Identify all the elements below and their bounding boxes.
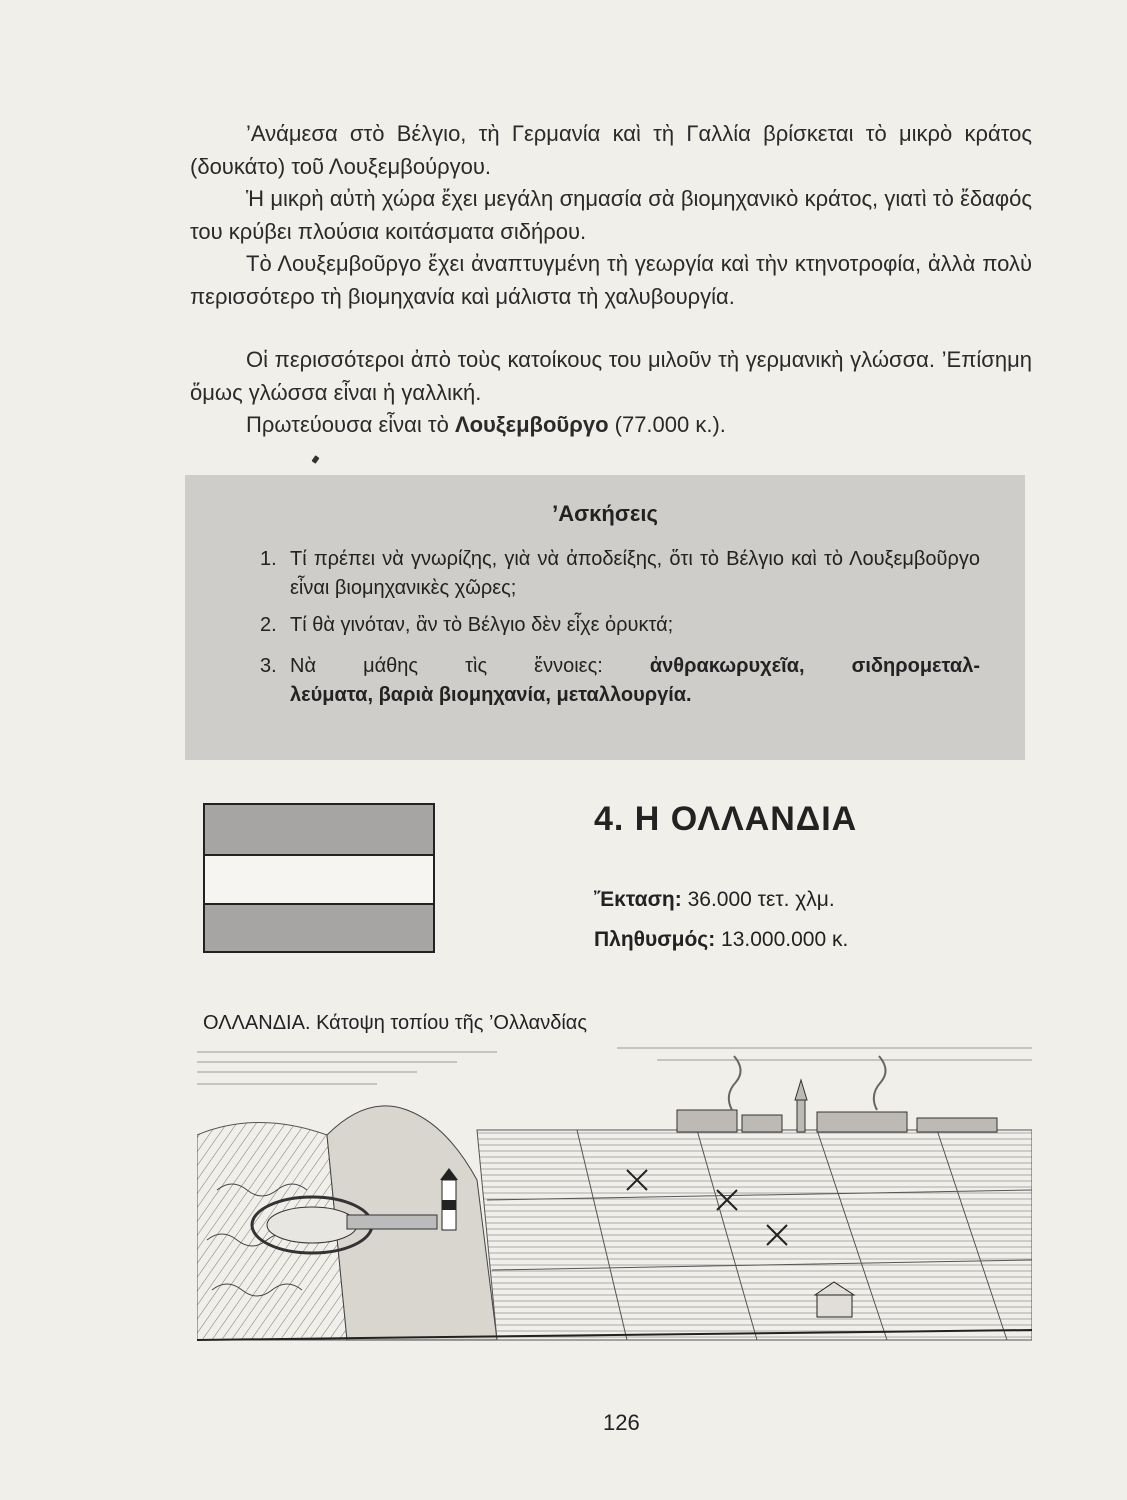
paragraph-text: ’Ανάμεσα στὸ Βέλγιο, τὴ Γερμανία καὶ τὴ Γαλλία βρίσκεται τὸ μικρὸ κράτος (δουκάτο) τοῦ Λουξεμβούργου. (190, 121, 1032, 179)
lighthouse (440, 1168, 458, 1230)
area-stat (594, 888, 835, 912)
flag-stripe-bottom (205, 905, 433, 951)
netherlands-landscape-illustration (197, 1040, 1032, 1350)
paragraph-language (190, 344, 1032, 409)
exercise-text (290, 652, 980, 710)
paragraph-importance (190, 183, 1032, 248)
population-label: Πληθυσμός: (594, 928, 716, 951)
exercise-item-1 (260, 545, 980, 605)
capital-name: Λουξεμβοῦργο (454, 412, 609, 437)
paragraph-text: Οἱ περισσότεροι ἀπὸ τοὺς κατοίκους του μιλοῦν τὴ γερμανικὴ γλώσσα. ’Επίσημη ὅμως γλώσσα εἶναι ἡ γαλλική. (190, 347, 1032, 405)
polder-fields (477, 1130, 1032, 1340)
exercise-item-2 (260, 611, 980, 641)
exercise-terms-2: λεύματα, βαριὰ βιομηχανία, μεταλλουργία. (290, 684, 692, 706)
exercise-text: Τί θὰ γινόταν, ἂν τὸ Βέλγιο δὲν εἶχε ὀρυκτά; (290, 614, 674, 636)
capital-prefix: Πρωτεύουσα εἶναι τὸ (246, 412, 455, 437)
exercise-prefix: Νὰ μάθης τὶς ἔννοιες: (290, 655, 650, 677)
sky-lines (197, 1048, 1032, 1084)
page-number: 126 (603, 1410, 640, 1435)
area-value: 36.000 τετ. χλμ. (681, 888, 835, 911)
exercise-number: 3. (260, 655, 277, 677)
netherlands-flag (203, 803, 435, 953)
exercise-number: 1. (260, 548, 277, 570)
exercise-line-1 (290, 652, 980, 681)
capital-population: (77.000 κ.). (608, 412, 726, 437)
paragraph-text: Τὸ Λουξεμβοῦργο ἔχει ἀναπτυγμένη τὴ γεωργία καὶ τὴν κτηνοτροφία, ἀλλὰ πολὺ περισσότερο τὴ βιομηχανία καὶ μάλιστα τὴ χαλυβουργία. (190, 251, 1032, 309)
paragraph-text: Ἡ μικρὴ αὐτὴ χώρα ἔχει μεγάλη σημασία σὰ βιομηχανικὸ κράτος, γιατὶ τὸ ἔδαφός του κρύβει πλούσια κοιτάσματα σιδήρου. (190, 186, 1032, 244)
exercises-box (185, 475, 1025, 760)
paragraph-economy (190, 248, 1032, 313)
illustration-caption: ΟΛΛΑΝΔΙΑ. Κάτοψη τοπίου τῆς ’Ολλανδίας (203, 1012, 587, 1034)
population-value: 13.000.000 κ. (715, 928, 849, 951)
exercises-title: ’Ασκήσεις (552, 501, 658, 526)
paragraph-intro (190, 118, 1032, 183)
paragraph-capital (190, 409, 1032, 442)
section-title: 4. Η ΟΛΛΑΝΔΙΑ (594, 800, 858, 838)
area-label: Ἔκταση: (594, 888, 682, 911)
chimney-smoke (729, 1056, 886, 1110)
flag-stripe-middle (205, 856, 433, 905)
exercise-number: 2. (260, 614, 277, 636)
flag-stripe-top (205, 805, 433, 856)
exercise-terms-1: ἀνθρακωρυχεῖα, σιδηρομεταλ- (649, 655, 980, 677)
exercise-text: Τί πρέπει νὰ γνωρίζης, γιὰ νὰ ἀποδείξης, ὅτι τὸ Βέλγιο καὶ τὸ Λουξεμβοῦργο εἶναι βιομηχανικὲς χῶρες; (290, 548, 980, 599)
exercise-item-3 (260, 652, 980, 712)
town-skyline (677, 1080, 997, 1132)
population-stat (594, 928, 848, 952)
ink-mark (311, 455, 319, 464)
